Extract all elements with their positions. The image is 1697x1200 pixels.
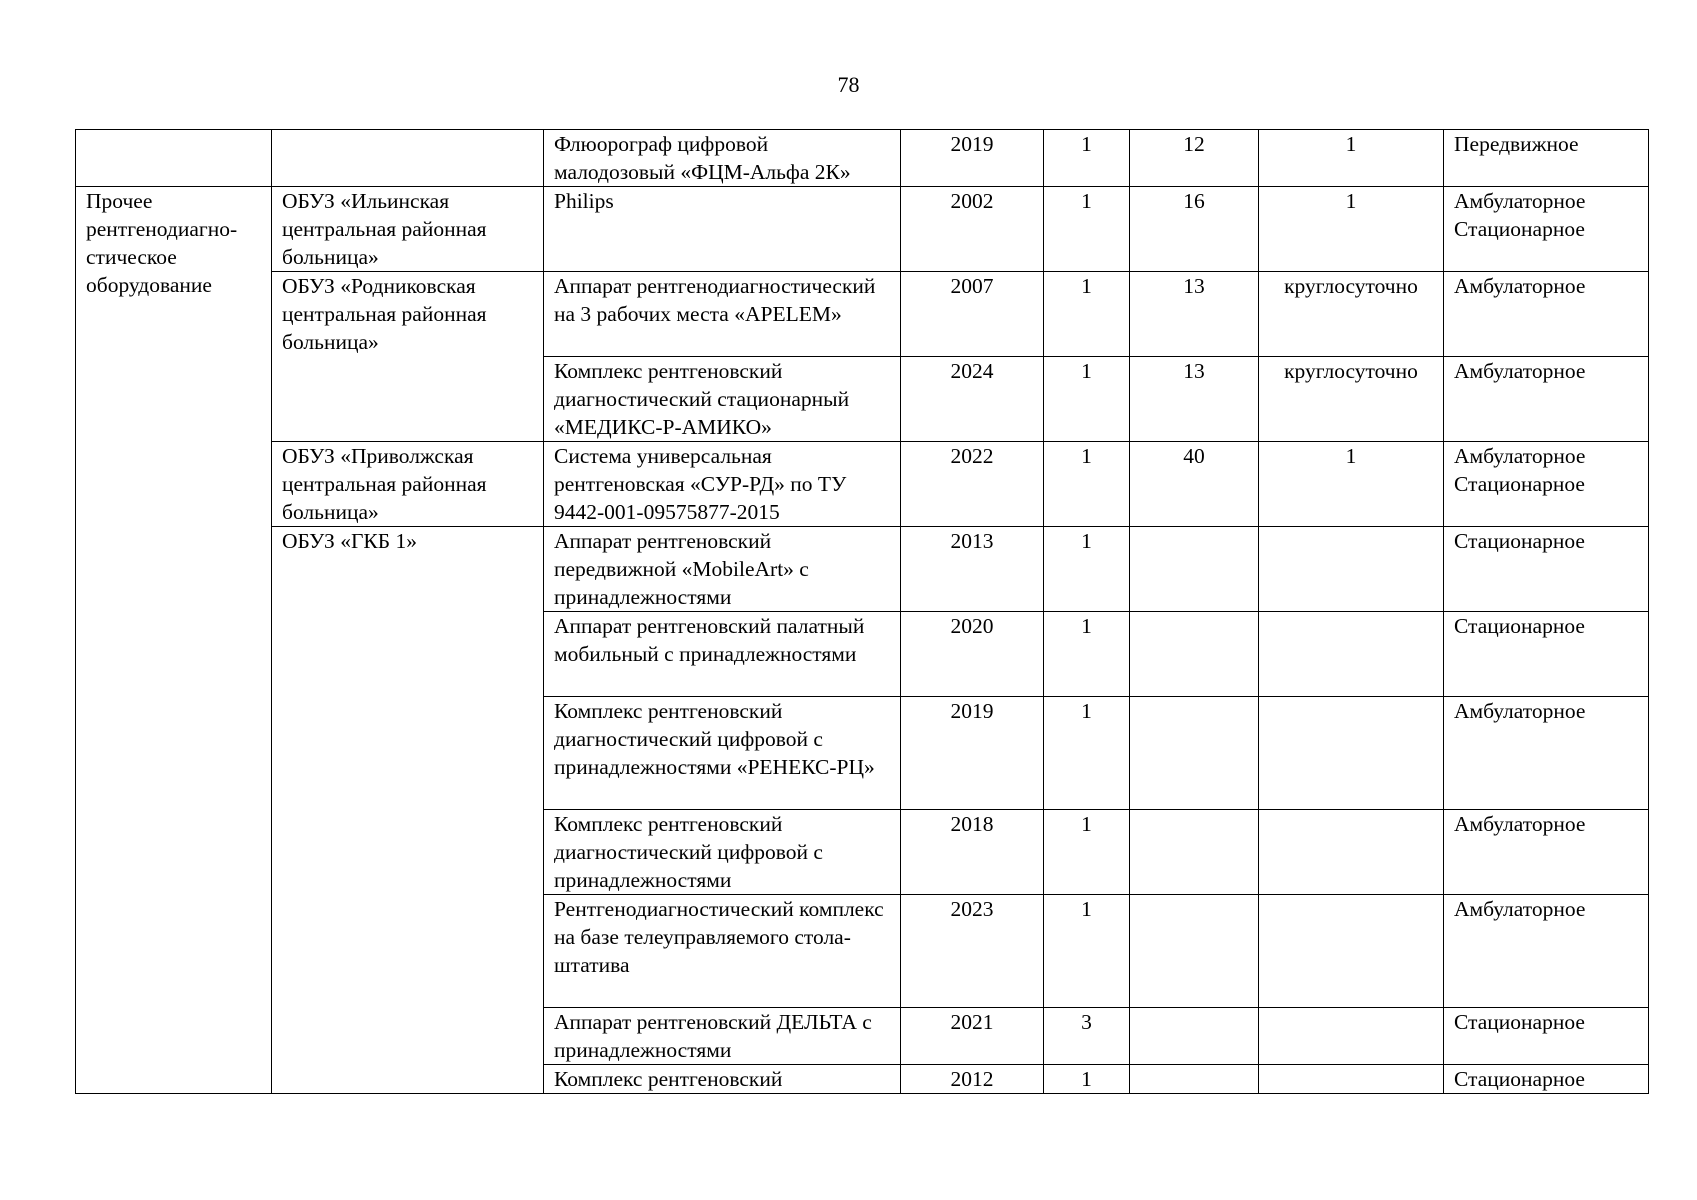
year-cell: 2020: [901, 612, 1044, 697]
year-cell: 2019: [901, 130, 1044, 187]
shifts-cell: 1: [1259, 187, 1444, 272]
usage-type-cell: Стационарное: [1444, 1008, 1649, 1065]
quantity-cell: 1: [1044, 357, 1130, 442]
device-cell: Флюорограф цифровой малодозовый «ФЦМ-Альфа 2К»: [544, 130, 901, 187]
device-cell: Комплекс рентгеновский: [544, 1065, 901, 1094]
age-cell: 12: [1130, 130, 1259, 187]
usage-type-cell: Амбулаторное Стационарное: [1444, 187, 1649, 272]
age-cell: [1130, 895, 1259, 1008]
usage-type-cell: Стационарное: [1444, 1065, 1649, 1094]
shifts-cell: [1259, 1065, 1444, 1094]
age-cell: [1130, 612, 1259, 697]
device-cell: Комплекс рентгеновский диагностический цифровой с принадлежностями: [544, 810, 901, 895]
usage-type-cell: Амбулаторное: [1444, 810, 1649, 895]
usage-type-cell: Стационарное: [1444, 527, 1649, 612]
usage-type-cell: Передвижное: [1444, 130, 1649, 187]
year-cell: 2018: [901, 810, 1044, 895]
quantity-cell: 1: [1044, 1065, 1130, 1094]
shifts-cell: 1: [1259, 442, 1444, 527]
usage-type-cell: Стационарное: [1444, 612, 1649, 697]
quantity-cell: 1: [1044, 130, 1130, 187]
age-cell: [1130, 1065, 1259, 1094]
category-cell: [76, 130, 272, 187]
usage-type-cell: Амбулаторное: [1444, 357, 1649, 442]
year-cell: 2023: [901, 895, 1044, 1008]
age-cell: [1130, 810, 1259, 895]
shifts-cell: [1259, 697, 1444, 810]
shifts-cell: 1: [1259, 130, 1444, 187]
device-cell: Аппарат рентгеновский ДЕЛЬТА с принадлежностями: [544, 1008, 901, 1065]
equipment-table: [75, 129, 1649, 1094]
table-row: [76, 187, 1649, 272]
year-cell: 2021: [901, 1008, 1044, 1065]
quantity-cell: 1: [1044, 612, 1130, 697]
shifts-cell: [1259, 895, 1444, 1008]
shifts-cell: [1259, 1008, 1444, 1065]
year-cell: 2013: [901, 527, 1044, 612]
device-cell: Комплекс рентгеновский диагностический цифровой с принадлежностями «РЕНЕКС-РЦ»: [544, 697, 901, 810]
age-cell: [1130, 697, 1259, 810]
table-row: [76, 527, 1649, 612]
device-cell: Рентгенодиагностический комплекс на базе телеуправляемого стола-штатива: [544, 895, 901, 1008]
age-cell: 13: [1130, 357, 1259, 442]
quantity-cell: 1: [1044, 527, 1130, 612]
year-cell: 2007: [901, 272, 1044, 357]
age-cell: 13: [1130, 272, 1259, 357]
shifts-cell: круглосуточно: [1259, 357, 1444, 442]
age-cell: [1130, 1008, 1259, 1065]
age-cell: [1130, 527, 1259, 612]
page-number: 78: [837, 72, 860, 97]
year-cell: 2024: [901, 357, 1044, 442]
usage-type-cell: Амбулаторное: [1444, 272, 1649, 357]
quantity-cell: 1: [1044, 272, 1130, 357]
device-cell: Аппарат рентгенодиагностический на 3 рабочих места «APELEM»: [544, 272, 901, 357]
quantity-cell: 1: [1044, 697, 1130, 810]
device-cell: Аппарат рентгеновский передвижной «MobileArt» с принадлежностями: [544, 527, 901, 612]
usage-type-cell: Амбулаторное Стационарное: [1444, 442, 1649, 527]
organization-cell: ОБУЗ «ГКБ 1»: [272, 527, 544, 1094]
year-cell: 2019: [901, 697, 1044, 810]
table-row: [76, 442, 1649, 527]
table-row: [76, 272, 1649, 357]
usage-type-cell: Амбулаторное: [1444, 697, 1649, 810]
device-cell: Аппарат рентгеновский палатный мобильный с принадлежностями: [544, 612, 901, 697]
category-cell: Прочее рентгенодиагно-стическое оборудование: [76, 187, 272, 1094]
shifts-cell: [1259, 810, 1444, 895]
organization-cell: ОБУЗ «Родниковская центральная районная больница»: [272, 272, 544, 442]
quantity-cell: 1: [1044, 895, 1130, 1008]
quantity-cell: 3: [1044, 1008, 1130, 1065]
year-cell: 2012: [901, 1065, 1044, 1094]
usage-type-cell: Амбулаторное: [1444, 895, 1649, 1008]
organization-cell: [272, 130, 544, 187]
device-cell: Philips: [544, 187, 901, 272]
year-cell: 2002: [901, 187, 1044, 272]
age-cell: 40: [1130, 442, 1259, 527]
device-cell: Система универсальная рентгеновская «СУР-РД» по ТУ 9442-001-09575877-2015: [544, 442, 901, 527]
quantity-cell: 1: [1044, 810, 1130, 895]
shifts-cell: круглосуточно: [1259, 272, 1444, 357]
quantity-cell: 1: [1044, 442, 1130, 527]
organization-cell: ОБУЗ «Ильинская центральная районная больница»: [272, 187, 544, 272]
shifts-cell: [1259, 612, 1444, 697]
device-cell: Комплекс рентгеновский диагностический стационарный «МЕДИКС-Р-АМИКО»: [544, 357, 901, 442]
table-row: [76, 130, 1649, 187]
age-cell: 16: [1130, 187, 1259, 272]
organization-cell: ОБУЗ «Приволжская центральная районная больница»: [272, 442, 544, 527]
quantity-cell: 1: [1044, 187, 1130, 272]
shifts-cell: [1259, 527, 1444, 612]
year-cell: 2022: [901, 442, 1044, 527]
